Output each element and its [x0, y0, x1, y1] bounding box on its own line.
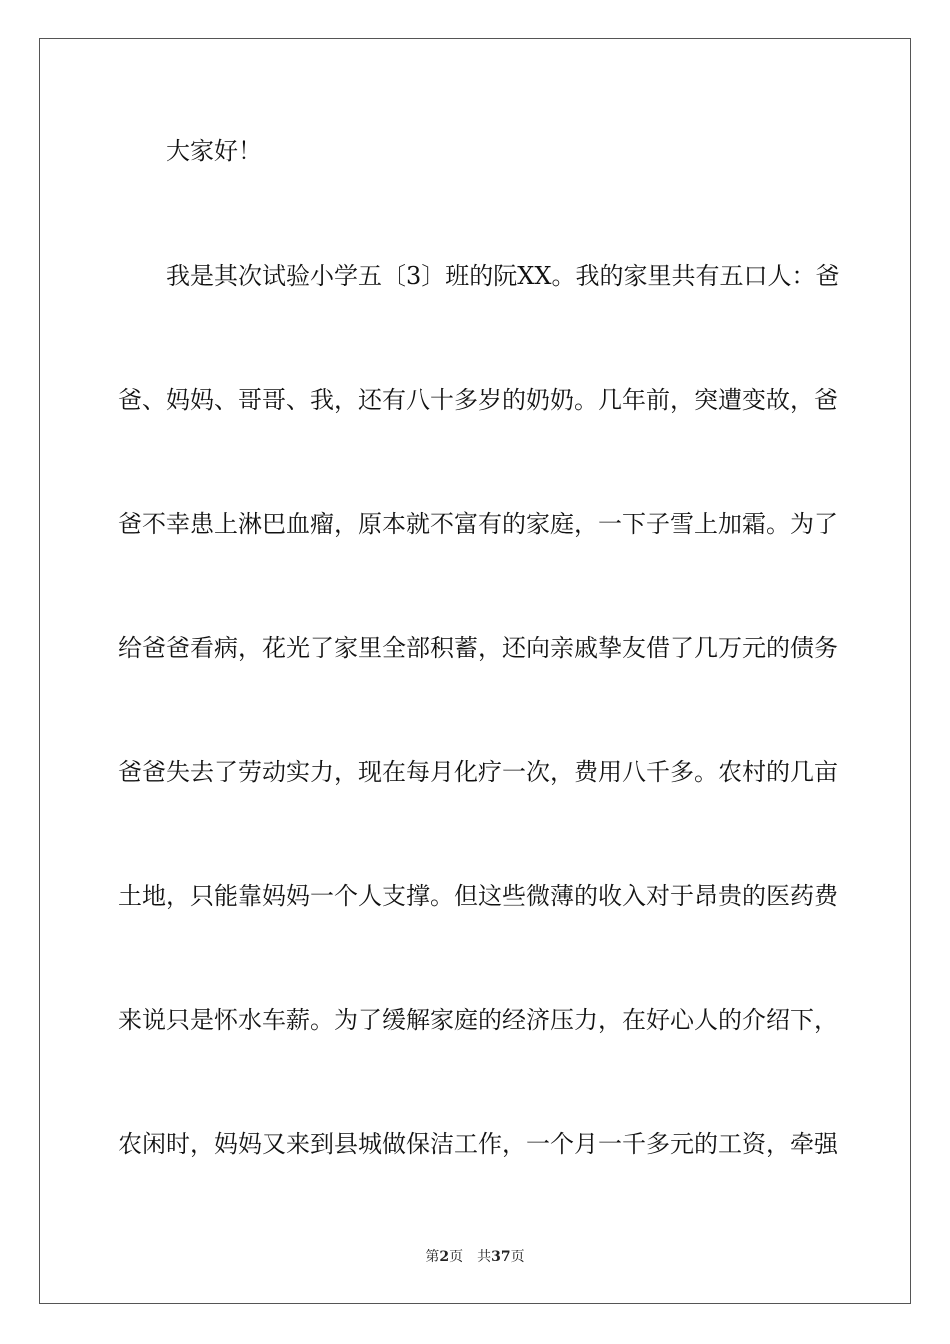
greeting-line: 大家好！	[166, 137, 262, 165]
body-line-6: 土地，只能靠妈妈一个人支撑。但这些微薄的收入对于昂贵的医药费	[118, 882, 838, 910]
body-line-2: 爸、妈妈、哥哥、我，还有八十多岁的奶奶。几年前，突遭变故，爸	[118, 386, 838, 414]
footer-page-number: 2	[439, 1249, 450, 1265]
page-footer	[0, 1248, 950, 1266]
body-line-8: 农闲时，妈妈又来到县城做保洁工作，一个月一千多元的工资，牵强	[118, 1130, 838, 1158]
footer-total-suffix: 页	[510, 1249, 525, 1265]
page-frame	[39, 38, 911, 1304]
footer-page-prefix: 第	[425, 1249, 440, 1265]
body-line-7: 来说只是怀水车薪。为了缓解家庭的经济压力，在好心人的介绍下，	[118, 1006, 838, 1034]
footer-total-number: 37	[491, 1249, 511, 1265]
body-line-5: 爸爸失去了劳动实力，现在每月化疗一次，费用八千多。农村的几亩	[118, 758, 838, 786]
body-line-3: 爸不幸患上淋巴血瘤，原本就不富有的家庭，一下子雪上加霜。为了	[118, 510, 838, 538]
footer-page-suffix: 页	[449, 1249, 464, 1265]
body-line-4: 给爸爸看病，花光了家里全部积蓄，还向亲戚挚友借了几万元的债务	[118, 634, 838, 662]
body-line-1: 我是其次试验小学五〔3〕班的阮XX。我的家里共有五口人：爸	[166, 262, 840, 290]
footer-total-prefix: 共	[477, 1249, 492, 1265]
